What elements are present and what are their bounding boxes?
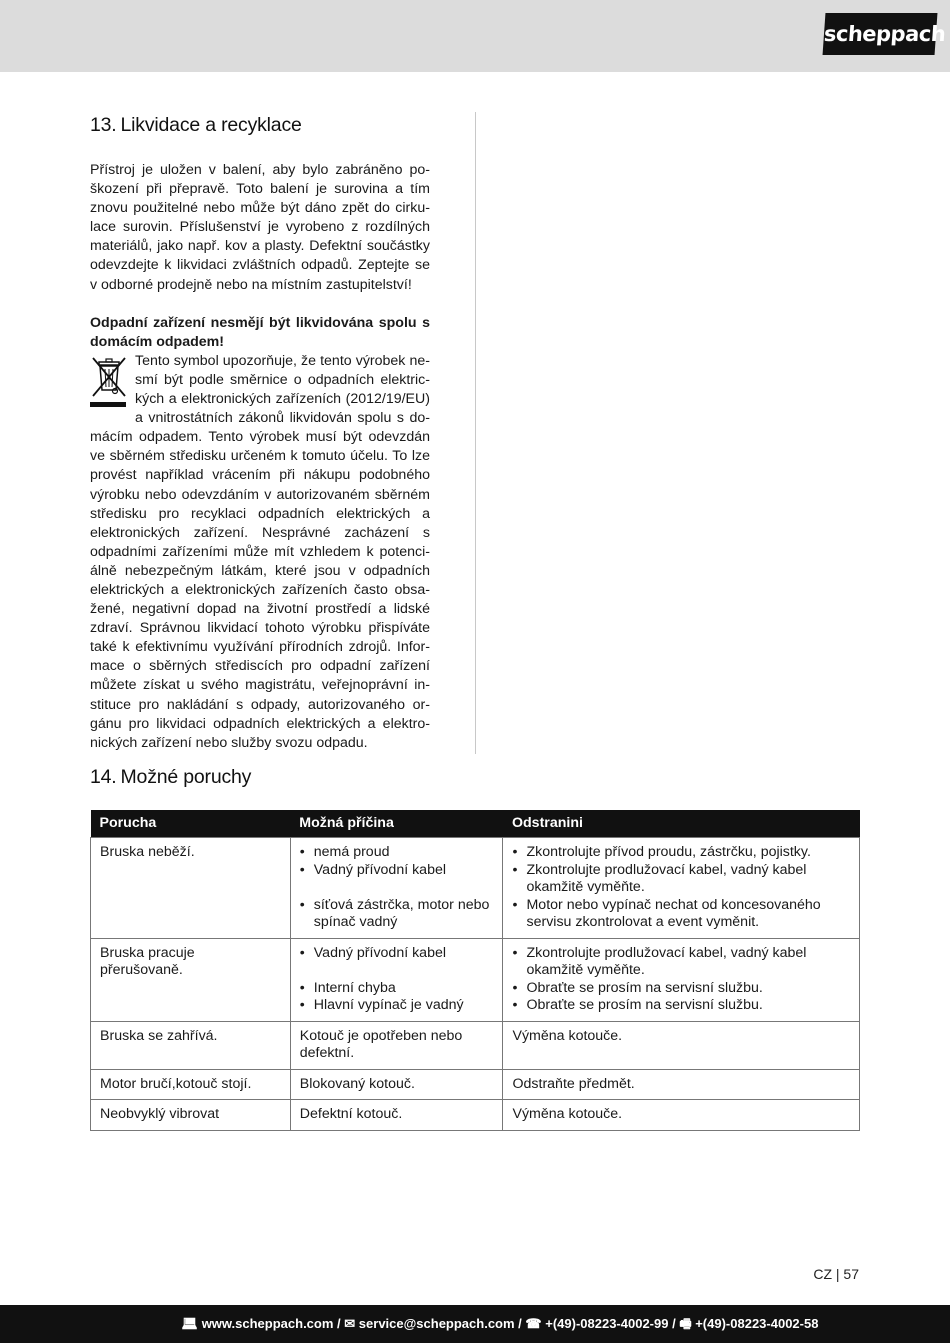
column-header-fault: Porucha [91,810,291,838]
remedy-cell: Odstraňte předmět. [503,1069,860,1100]
cause-cell [290,938,503,1021]
section-13 [90,114,430,753]
crossed-bin-icon [89,356,129,416]
footer-email[interactable]: service@scheppach.com [358,1316,515,1331]
section-13-title: Likvidace a recyklace [120,114,302,136]
cause-item: • Interní chyba [300,980,494,998]
fault-cell: Neobvyklý vibrovat [91,1100,291,1131]
scheppach-logo: scheppach [823,13,938,55]
troubleshooting-table [90,810,860,1131]
remedy-cell [503,838,860,939]
table-row [91,1021,860,1069]
remedy-item: • Zkontrolujte prodlužovací kabel, vadný kabel okamžitě vyměňte. [512,945,850,980]
disposal-warning: Odpadní zařízení nesmějí být likvidována spolu s domácím odpadem! [90,314,430,350]
section-14-number: 14. [90,766,117,788]
header-bar [0,0,950,72]
weee-paragraph: Tento symbol upozorňuje, že tento výrobek nesmí být podle směrnice o odpadních elektrických a elektronických zařízeních (2012/19/EU) a vnitrostátních zákonů likvidován spolu s domácím odpadem. Tento výrobek musí být odevzdán ve sběrném středisku určeném k tomuto účelu. To lze provést například vrácením při nákupu podobného výrobku nebo odevzdáním v autorizovaném sběrném středisku pro recyklaci odpadních elektrických a elektronických zařízení. Nesprávné zacházení s odpadními zařízeními může mít vzhledem k potenciálně nebezpečným látkám, které jsou v odpadních elektrických a elektronických zařízeních často obsažené, negativní dopad na životní prostředí a lidské zdraví. Správnou likvidací tohoto výrobku přispíváte také k efektivnímu využívání přírodních zdrojů. Informace o sběrných střediscích pro odpadní zařízení můžete získat u svého magistrátu, veřejnoprávní instituce pro nakládání s odpady, autorizovaného orgánu pro likvidaci odpadních elektrických a elektronických zařízení nebo služby svozu odpadu. [90,352,430,751]
mail-icon: ✉︎ [344,1316,356,1331]
remedy-item: • Motor nebo vypínač nechat od koncesovaného servisu zkontrolovat a event vyměnit. [512,897,850,932]
cause-cell: Defektní kotouč. [290,1100,503,1131]
remedy-item: • Zkontrolujte prodlužovací kabel, vadný kabel okamžitě vyměňte. [512,862,850,897]
fax-icon: 🖷︎ [679,1316,692,1331]
remedy-item: • Obraťte se prosím na servisní službu. [512,980,850,998]
packaging-paragraph: Přístroj je uložen v balení, aby bylo zabráněno poškození při přepravě. Toto balení je surovina a tím znovu použitelné nebo může být dáno zpět do cirkulace surovin. Příslušenství je vyrobeno z rozdílných materiálů, jako např. kov a plasty. Defektní součástky odevzdejte k likvidaci zvláštních odpadů. Zeptejte se v odborné prodejně nebo na místním zastupitelství! [90,162,430,293]
remedy-cell [503,938,860,1021]
remedy-cell: Výměna kotouče. [503,1100,860,1131]
table-header-row [91,810,860,838]
computer-icon: 💻︎ [181,1316,199,1331]
column-header-cause: Možná příčina [290,810,503,838]
footer-website[interactable]: www.scheppach.com [201,1316,334,1331]
footer-phone: +(49)-08223-4002-99 [545,1316,669,1331]
column-header-remedy: Odstranini [503,810,860,838]
fault-cell: Bruska neběží. [91,838,291,939]
cause-cell: Blokovaný kotouč. [290,1069,503,1100]
weee-paragraph-block [90,352,430,753]
fault-cell: Bruska pracuje přerušovaně. [91,938,291,1021]
cause-item: • Hlavní vypínač je vadný [300,997,494,1015]
page-separator: | [835,1266,840,1282]
cause-item: • síťová zástrčka, motor nebo spínač vadný [300,897,494,932]
section-14-heading [90,766,251,789]
column-divider [475,112,476,754]
section-13-number: 13. [90,114,117,136]
table-row [91,938,860,1021]
cause-item: • Vadný přívodní kabel [300,945,494,963]
page-language: CZ [813,1266,832,1282]
section-14-title: Možné poruchy [120,766,252,788]
fault-cell: Motor bručí,kotouč stojí. [91,1069,291,1100]
cause-item: • nemá proud [300,844,494,862]
table-row [91,838,860,939]
footer-bar: 💻︎ www.scheppach.com / ✉︎ service@scheppach.com / ☎ +(49)-08223-4002-99 / 🖷︎ +(49)-08223-4002-58 [0,1305,950,1343]
cause-cell [290,838,503,939]
remedy-cell: Výměna kotouče. [503,1021,860,1069]
remedy-item: • Obraťte se prosím na servisní službu. [512,997,850,1015]
cause-item: • Vadný přívodní kabel [300,862,494,880]
remedy-item: • Zkontrolujte přívod proudu, zástrčku, pojistky. [512,844,850,862]
phone-icon: ☎ [525,1316,542,1331]
table-row [91,1100,860,1131]
page-number [813,1266,859,1282]
table-row [91,1069,860,1100]
page-number-value: 57 [843,1266,859,1282]
fault-cell: Bruska se zahřívá. [91,1021,291,1069]
cause-cell: Kotouč je opotřeben nebo defektní. [290,1021,503,1069]
section-13-heading [90,114,430,137]
footer-fax: +(49)-08223-4002-58 [695,1316,819,1331]
